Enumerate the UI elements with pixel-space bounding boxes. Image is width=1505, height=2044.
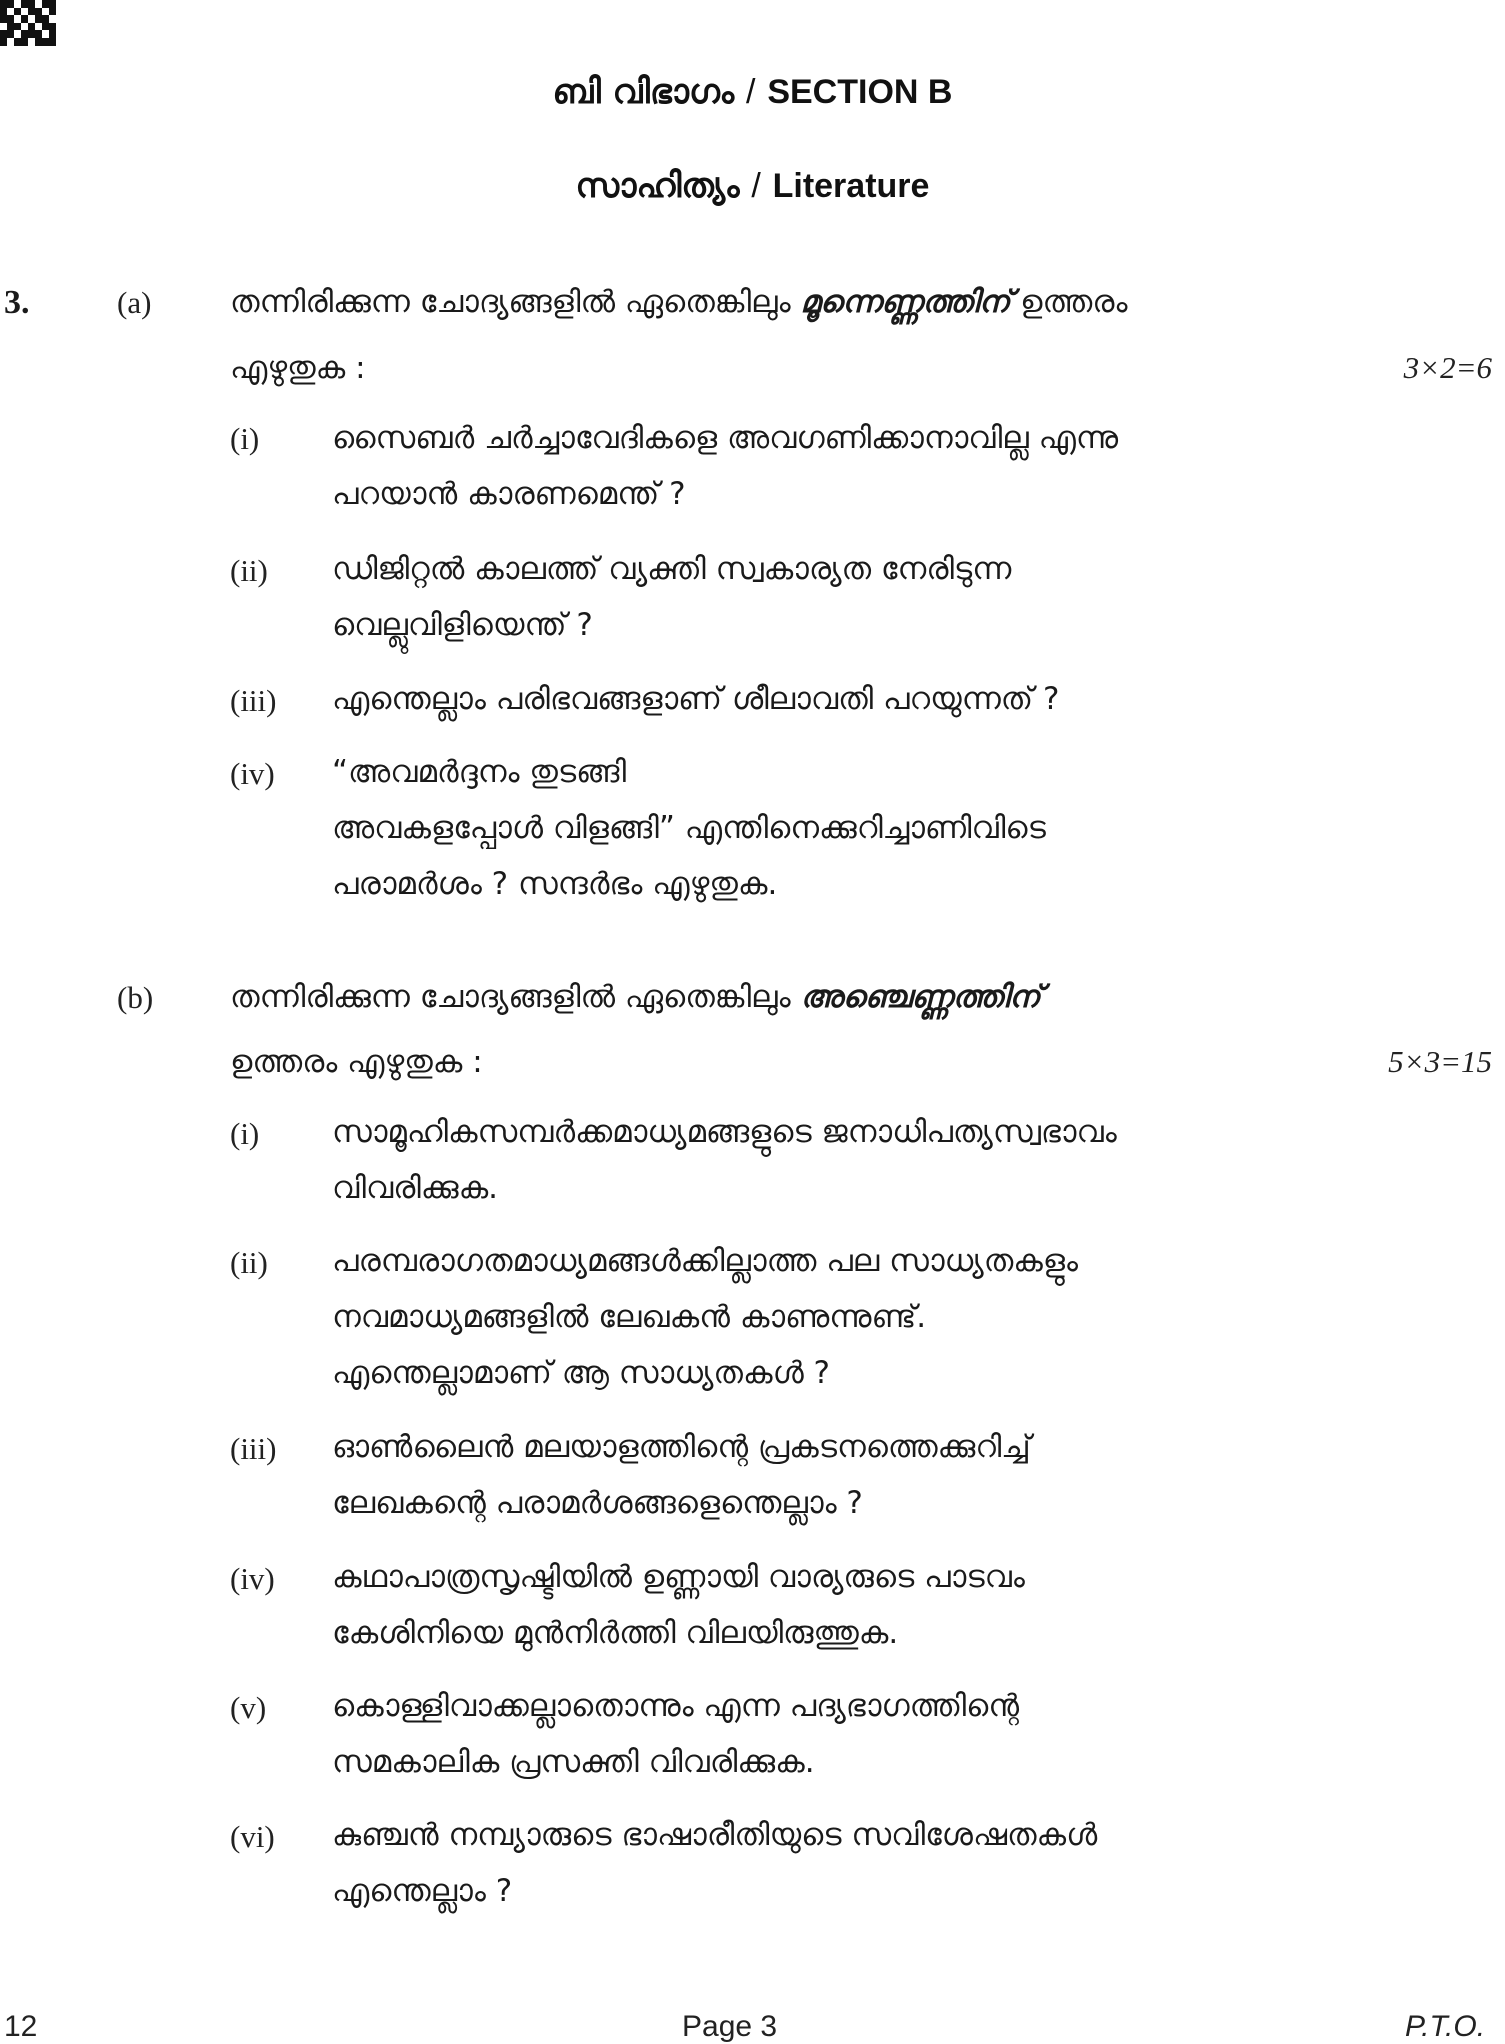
part-b-item-line: കൊള്ളിവാക്കല്ലാതൊന്നും എന്ന പദ്യഭാഗത്തിന്റെ bbox=[332, 1688, 1020, 1724]
topic-heading bbox=[0, 166, 1505, 206]
topic-heading-ml: സാഹിത്യം bbox=[575, 166, 740, 206]
part-b-item-line: എന്തെല്ലാമാണ് ആ സാധ്യതകൾ ? bbox=[332, 1355, 830, 1391]
paper-code: 12 bbox=[4, 2010, 38, 2043]
part-b-marks: 5×3=15 bbox=[1388, 1044, 1492, 1079]
part-b-item-line: നവമാധ്യമങ്ങളിൽ ലേഖകൻ കാണുന്നുണ്ട്. bbox=[332, 1299, 927, 1335]
part-b-instruction bbox=[230, 979, 1041, 1016]
section-heading-en: SECTION B bbox=[767, 73, 953, 111]
part-a-item-line: എന്തെല്ലാം പരിഭവങ്ങളാണ് ശീലാവതി പറയുന്നത് ? bbox=[332, 681, 1060, 717]
pto-label: P.T.O. bbox=[1405, 2010, 1486, 2043]
part-a-item-label: (iii) bbox=[230, 683, 277, 718]
part-a-item-line: “അവമർദ്ദനം തുടങ്ങി bbox=[332, 754, 627, 790]
part-b-item-label: (ii) bbox=[230, 1245, 268, 1280]
part-b-instruction-pre: തന്നിരിക്കുന്ന ചോദ്യങ്ങളിൽ ഏതെങ്കിലും bbox=[230, 979, 791, 1015]
part-b-item-label: (i) bbox=[230, 1116, 260, 1151]
part-b-instruction-line2: ഉത്തരം എഴുതുക : bbox=[230, 1044, 483, 1080]
part-b-item-line: വിവരിക്കുക. bbox=[332, 1170, 499, 1206]
part-b-item-label: (vi) bbox=[230, 1819, 275, 1854]
part-b-item-line: ഓൺലൈൻ മലയാളത്തിന്റെ പ്രകടനത്തെക്കുറിച്ച് bbox=[332, 1429, 1031, 1465]
part-a-instruction-bold: മൂന്നെണ്ണത്തിന് bbox=[800, 284, 1011, 320]
part-b-item-line: സമകാലിക പ്രസക്തി വിവരിക്കുക. bbox=[332, 1744, 815, 1780]
part-a-label: (a) bbox=[117, 285, 152, 320]
part-b-item-line: എന്തെല്ലാം ? bbox=[332, 1873, 513, 1909]
part-b-item-line: സാമൂഹികസമ്പർക്കമാധ്യമങ്ങളുടെ ജനാധിപത്യസ്വഭാവം bbox=[332, 1114, 1117, 1150]
part-b-item-line: കഥാപാത്രസൃഷ്ടിയിൽ ഉണ്ണായി വാര്യരുടെ പാടവം bbox=[332, 1559, 1025, 1595]
section-heading bbox=[0, 72, 1505, 112]
part-b-item-label: (iv) bbox=[230, 1561, 275, 1596]
part-b-item-line: കുഞ്ചൻ നമ്പ്യാരുടെ ഭാഷാരീതിയുടെ സവിശേഷതകൾ bbox=[332, 1817, 1098, 1853]
part-b-item-line: പരമ്പരാഗതമാധ്യമങ്ങൾക്കില്ലാത്ത പല സാധ്യതകളും bbox=[332, 1243, 1078, 1279]
part-b-item-line: ലേഖകന്റെ പരാമർശങ്ങളെന്തെല്ലാം ? bbox=[332, 1485, 863, 1521]
part-a-item-label: (ii) bbox=[230, 553, 268, 588]
part-b-instruction-bold: അഞ്ചെണ്ണത്തിന് bbox=[800, 979, 1041, 1015]
section-heading-separator: / bbox=[746, 73, 756, 111]
section-heading-ml: ബി വിഭാഗം bbox=[552, 72, 735, 112]
part-a-item-line: അവകളപ്പോൾ വിളങ്ങി” എന്തിനെക്കുറിച്ചാണിവിടെ bbox=[332, 810, 1046, 846]
part-b-item-label: (iii) bbox=[230, 1431, 277, 1466]
part-b-label: (b) bbox=[117, 980, 154, 1015]
part-a-item-label: (iv) bbox=[230, 756, 275, 791]
part-a-instruction-post: ഉത്തരം bbox=[1020, 284, 1128, 320]
part-a-item-line: വെല്ലുവിളിയെന്ത് ? bbox=[332, 607, 593, 643]
question-number: 3. bbox=[4, 284, 30, 321]
qr-code-icon bbox=[0, 0, 56, 46]
part-a-item-label: (i) bbox=[230, 421, 260, 456]
topic-heading-en: Literature bbox=[772, 167, 930, 205]
part-b-item-line: കേശിനിയെ മുൻനിർത്തി വിലയിരുത്തുക. bbox=[332, 1615, 899, 1651]
part-a-instruction-pre: തന്നിരിക്കുന്ന ചോദ്യങ്ങളിൽ ഏതെങ്കിലും bbox=[230, 284, 791, 320]
part-b-item-label: (v) bbox=[230, 1690, 267, 1725]
page-number: Page 3 bbox=[682, 2010, 778, 2043]
part-a-item-line: പരാമർശം ? സന്ദർഭം എഴുതുക. bbox=[332, 866, 778, 902]
topic-heading-separator: / bbox=[751, 167, 761, 205]
part-a-marks: 3×2=6 bbox=[1403, 350, 1492, 385]
part-a-item-line: ഡിജിറ്റൽ കാലത്ത് വ്യക്തി സ്വകാര്യത നേരിടുന്ന bbox=[332, 551, 1012, 587]
part-a-instruction bbox=[230, 284, 1127, 321]
part-a-instruction-line2: എഴുതുക : bbox=[230, 350, 366, 386]
part-a-item-line: പറയാൻ കാരണമെന്ത് ? bbox=[332, 476, 686, 512]
part-a-item-line: സൈബർ ചർച്ചാവേദികളെ അവഗണിക്കാനാവില്ല എന്നു bbox=[332, 420, 1119, 456]
